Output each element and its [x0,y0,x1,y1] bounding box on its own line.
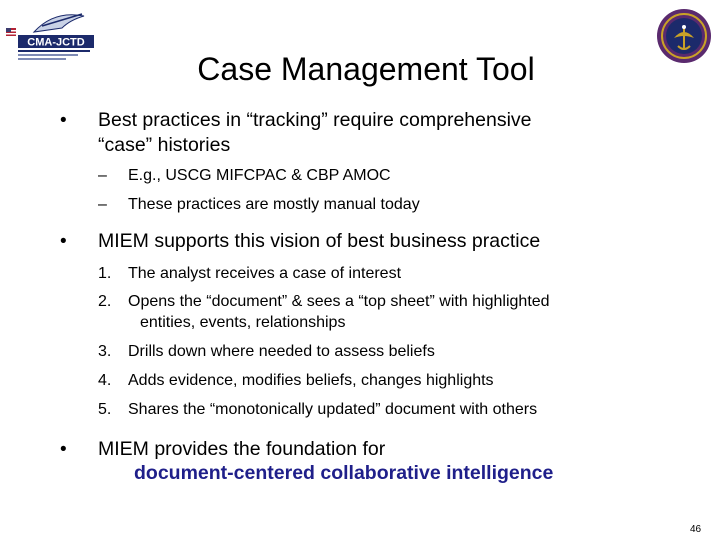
numbered-item-4: Adds evidence, modifies beliefs, changes highlights [128,372,494,389]
bullet-1-line-2: “case” histories [98,134,231,156]
page-number: 46 [690,524,702,535]
numbered-item-2-line-2: entities, events, relationships [140,314,346,331]
list-number: 1. [98,265,112,282]
sub-marker: – [98,167,107,184]
bullet-3-line-1: MIEM provides the foundation for [98,438,386,460]
bullet-marker: • [60,110,67,131]
bullet-marker: • [60,439,67,460]
bullet-3-line-2-highlight: document-centered collaborative intelligence [134,462,554,484]
bullet-2-line-1: MIEM supports this vision of best business practice [98,230,541,252]
sub-marker: – [98,196,107,213]
sub-item-1: E.g., USCG MIFCPAC & CBP AMOC [128,167,391,184]
list-number: 5. [98,401,112,418]
bullet-marker: • [60,231,67,252]
page-title: Case Management Tool [197,51,535,87]
numbered-item-1: The analyst receives a case of interest [128,265,402,282]
sub-item-2: These practices are mostly manual today [128,196,420,213]
numbered-item-5: Shares the “monotonically updated” document with others [128,401,538,418]
numbered-item-3: Drills down where needed to assess beliefs [128,343,435,360]
list-number: 4. [98,372,112,389]
bullet-1-line-1: Best practices in “tracking” require comprehensive [98,109,532,131]
list-number: 2. [98,293,112,310]
list-number: 3. [98,343,112,360]
numbered-item-2-line-1: Opens the “document” & sees a “top sheet” with highlighted [128,293,550,310]
logo-text: CMA-JCTD [27,36,85,49]
